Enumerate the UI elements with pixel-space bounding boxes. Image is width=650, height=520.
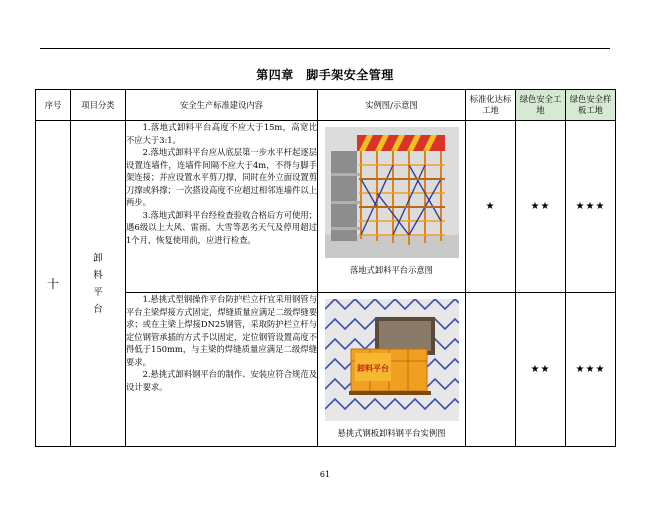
table-row — [36, 121, 616, 293]
standards-table — [35, 89, 616, 447]
category-label: 卸 料 平 台 — [93, 252, 103, 315]
header-green-model: 绿色安全样板工地 — [566, 90, 616, 121]
platform-sign-text: 卸料平台 — [356, 364, 389, 373]
header-category: 项目分类 — [71, 90, 126, 121]
cantilever-platform-photo — [325, 299, 459, 423]
rating-green-model: ★★★ — [566, 293, 616, 447]
page-number: 61 — [319, 470, 331, 479]
example-cell — [318, 293, 466, 447]
header-seq: 序号 — [36, 90, 71, 121]
example-caption: 悬挑式钢板卸料钢平台实例图 — [337, 428, 446, 438]
header-content: 安全生产标准建设内容 — [126, 90, 318, 121]
category-cell — [71, 121, 126, 447]
table-header-row — [36, 90, 616, 121]
rating-standard — [466, 293, 516, 447]
content-paragraph: 2.悬挑式卸料钢平台的制作、安装应符合规范及设计要求。 — [126, 369, 317, 392]
example-caption: 落地式卸料平台示意图 — [350, 265, 433, 275]
rating-standard: ★ — [466, 121, 516, 293]
content-paragraph: 1.悬挑式型钢操作平台防护栏立杆宜采用钢管与平台主梁焊接方式固定，焊缝质量应满足二级焊缝要求；或在主梁上焊接DN25钢管，采取防护栏立杆与定位钢管承插的方式予以固定，定位钢管设置高度不得低于150mm，与主梁的焊缝质量应满足二级焊缝要求。 — [126, 294, 317, 367]
content-cell — [126, 121, 318, 293]
seq-cell: 十 — [36, 121, 71, 447]
header-example: 实例图/示意图 — [318, 90, 466, 121]
content-paragraph: 3.落地式卸料平台经检查验收合格后方可使用；遇6级以上大风、雷雨、大雪等恶劣天气及停用超过1个月，恢复使用前，应进行检查。 — [126, 209, 317, 245]
example-cell — [318, 121, 466, 293]
content-paragraph: 1.落地式卸料平台高度不应大于15m，高宽比不应大于3:1。 — [126, 122, 317, 145]
content-cell — [126, 293, 318, 447]
rating-green-model: ★★★ — [566, 121, 616, 293]
content-paragraph: 2.落地式卸料平台应从底层第一步水平杆起逐层设置连墙件，连墙件间隔不应大于4m，不得与脚手架连接；并应设置水平剪刀撑，同时在外立面设置剪刀撑或斜撑；一次搭设高度不应超过相邻连墙件以上两步。 — [126, 147, 317, 207]
floor-platform-illustration — [325, 127, 459, 260]
header-rule — [40, 48, 610, 49]
header-standard: 标准化达标工地 — [466, 90, 516, 121]
rating-green: ★★ — [516, 293, 566, 447]
header-green: 绿色安全工地 — [516, 90, 566, 121]
rating-green: ★★ — [516, 121, 566, 293]
chapter-title: 第四章 脚手架安全管理 — [256, 68, 394, 82]
